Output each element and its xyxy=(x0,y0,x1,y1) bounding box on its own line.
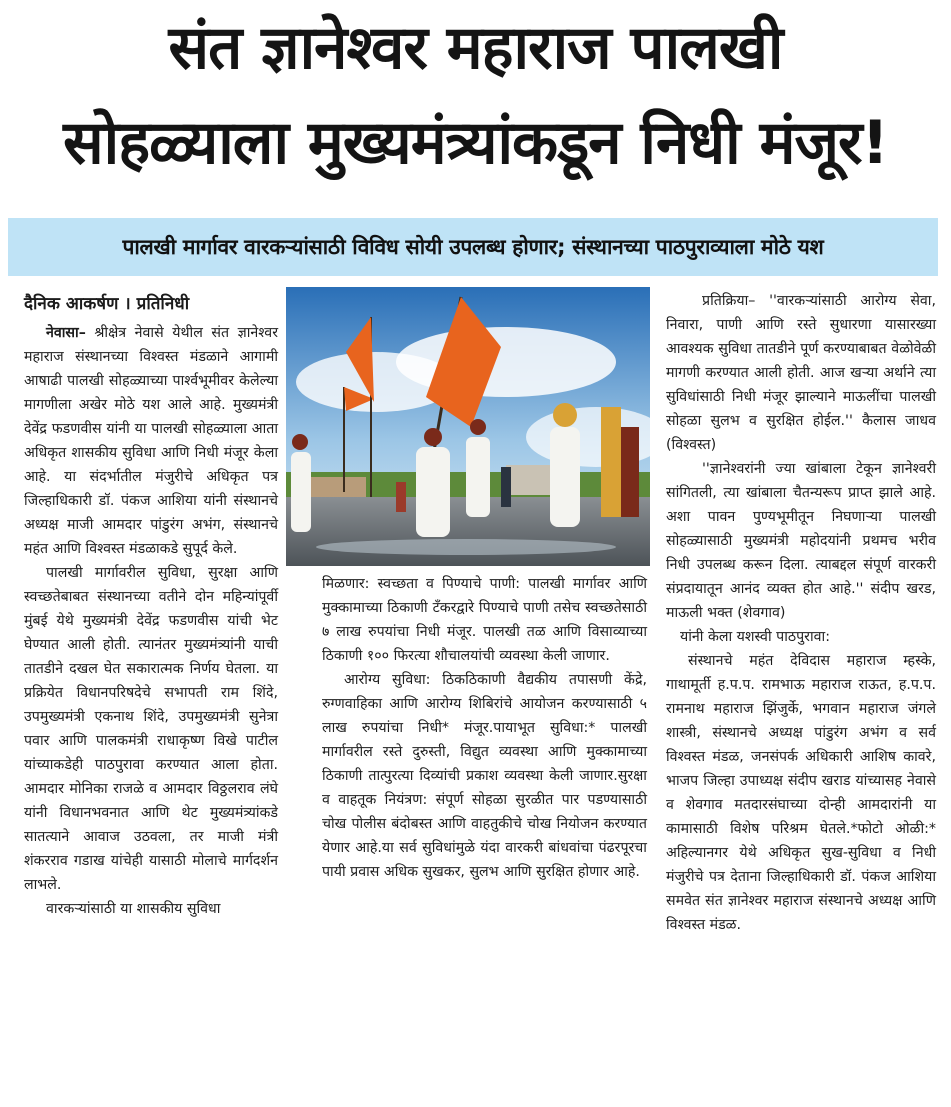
photo-illustration xyxy=(286,287,650,566)
col2-paragraph-2: आरोग्य सुविधा: ठिकठिकाणी वैद्यकीय तपासणी केंद्रे, रुग्णवाहिका आणि आरोग्य शिबिरांचे आयोजन करण्यासाठी ५ लाख रुपयांचा निधी* मंजूर.पायाभूत सुविधा:* पालखी मार्गावरील रस्ते दुरुस्ती, विद्युत व्यवस्था आणि मुक्कामाच्या ठिकाणी तात्पुरत्या दिव्यांची प्रकाश व्यवस्था केली जाणार.सुरक्षा व वाहतूक नियंत्रण: संपूर्ण सोहळा सुरळीत पार पडण्यासाठी चोख पोलीस बंदोबस्त आणि वाहतुकीचे चोख नियोजन करण्यात येणार आहे.या सर्व सुविधांमुळे यंदा वारकरी बांधवांचा पंढरपूरचा पायी प्रवास अधिक सुखकर, सुलभ आणि सुरक्षित होणार आहे. xyxy=(322,672,647,880)
headline-line-2: सोहळ्याला मुख्यमंत्र्यांकडून निधी मंजूर! xyxy=(63,108,888,178)
col3-paragraph-2: ''ज्ञानेश्वरांनी ज्या खांबाला टेकून ज्ञानेश्वरी सांगितली, त्या खांबाला चैतन्यरूप प्राप्त झाले आहे. अशा पावन पुण्यभूमीतून निघणाऱ्या पालखी सोहळ्यासाठी मुख्यमंत्री महोदयांनी प्रथमच भरीव निधी उपलब्ध करून दिला. त्याबद्दल संपूर्ण वारकरी संप्रदायातून आनंद व्यक्त होत आहे.'' संदीप खरड, माऊली भक्त (शेवगाव) xyxy=(666,461,936,621)
col1-paragraph-3: वारकऱ्यांसाठी या शासकीय सुविधा xyxy=(46,901,221,917)
column-3 xyxy=(666,289,936,937)
dateline-place: नेवासा– xyxy=(46,325,86,341)
headline-line-1: संत ज्ञानेश्वर महाराज पालखी xyxy=(168,13,783,83)
palkhi-procession-photo xyxy=(286,287,650,566)
col3-paragraph-3: यांनी केला यशस्वी पाठपुरावा: xyxy=(680,629,830,645)
column-2 xyxy=(322,572,647,884)
col1-paragraph-1: नेवासा– श्रीक्षेत्र नेवासे येथील संत ज्ञानेश्वर महाराज संस्थानच्या विश्वस्त मंडळाने आगामी आषाढी पालखी सोहळ्याच्या पार्श्वभूमीवर केलेल्या मागणीला अखेर मोठे यश आले आहे. मुख्यमंत्री देवेंद्र फडणवीस यांनी या पालखी सोहळ्याला आता अधिकृत शासकीय सुविधा आणि निधी मंजूर केला आहे. या संदर्भातील मंजुरीचे अधिकृत पत्र जिल्हाधिकारी डॉ. पंकज आशिया यांनी संस्थानचे अध्यक्ष माजी आमदार पांडुरंग अभंग, संस्थानचे महंत आणि विश्वस्त मंडळाकडे सुपूर्द केले. xyxy=(24,325,278,557)
column-1 xyxy=(24,291,278,921)
col2-paragraph-1: मिळणार: स्वच्छता व पिण्याचे पाणी: पालखी मार्गावर आणि मुक्कामाच्या ठिकाणी टँकरद्वारे पिण्याचे पाणी तसेच स्वच्छतेसाठी ७ लाख रुपयांचा निधी मंजूर. पालखी तळ आणि विसाव्याच्या ठिकाणी १०० फिरत्या शौचालयांची व्यवस्था केली जाणार. xyxy=(322,576,647,664)
byline: दैनिक आकर्षण । प्रतिनिधी xyxy=(24,294,190,314)
col3-paragraph-4: संस्थानचे महंत देविदास महाराज म्हस्के, गाथामूर्ती ह.प.प. रामभाऊ महाराज राऊत, ह.प.प. रामनाथ महाराज झिंजुर्के, भगवान महाराज जंगले शास्त्री, संस्थानचे अध्यक्ष पांडुरंग अभंग व सर्व विश्वस्त मंडळ, जनसंपर्क अधिकारी आशिष कावरे, भाजप जिल्हा उपाध्यक्ष संदीप खराड यांच्यासह नेवासे व शेवगाव मतदारसंघाच्या दोन्ही आमदारांनी या कामासाठी विशेष परिश्रम घेतले.*फोटो ओळी:* अहिल्यानगर येथे अधिकृत सुख-सुविधा व निधी मंजुरीचे पत्र देताना जिल्हाधिकारी डॉ. पंकज आशिया समवेत संत ज्ञानेश्वर महाराज संस्थानचे अध्यक्ष आणि विश्वस्त मंडळ. xyxy=(666,653,936,933)
subheadline-bar xyxy=(8,218,938,276)
col3-paragraph-1: प्रतिक्रिया– ''वारकऱ्यांसाठी आरोग्य सेवा, निवारा, पाणी आणि रस्ते सुधारणा यासारख्या आवश्यक सुविधा तातडीने पूर्ण करण्याबाबत वेळोवेळी मागणी करण्यात आली होती. आज खऱ्या अर्थाने त्या सुविधांसाठी निधी मंजूर झाल्याने माऊलींचा पालखी सोहळा सुलभ व सुरक्षित होईल.'' कैलास जाधव (विश्वस्त) xyxy=(666,293,936,453)
subheadline: पालखी मार्गावर वारकऱ्यांसाठी विविध सोयी उपलब्ध होणार; संस्थानच्या पाठपुराव्याला मोठे यश xyxy=(122,235,824,259)
col1-paragraph-2: पालखी मार्गावरील सुविधा, सुरक्षा आणि स्वच्छतेबाबत संस्थानच्या वतीने दोन महिन्यांपूर्वी मुंबई येथे मुख्यमंत्री देवेंद्र फडणवीस यांची भेट घेण्यात आली होती. त्यानंतर मुख्यमंत्र्यांनी याची तातडीने दखल घेत सकारात्मक निर्णय घेतला. या प्रक्रियेत विधानपरिषदेचे सभापती राम शिंदे, उपमुख्यमंत्री एकनाथ शिंदे, उपमुख्यमंत्री सुनेत्रा पवार आणि पालकमंत्री राधाकृष्ण विखे पाटील यांच्याकडेही पाठपुरावा करण्यात आला होता. आमदार मोनिका राजळे व आमदार विठ्ठलराव लंघे यांनी विधानभवनात आणि थेट मुख्यमंत्र्यांकडे सातत्याने आवाज उठवला, तर माजी मंत्री शंकरराव गडाख यांचेही यासाठी मोलाचे मार्गदर्शन लाभले. xyxy=(24,565,278,893)
